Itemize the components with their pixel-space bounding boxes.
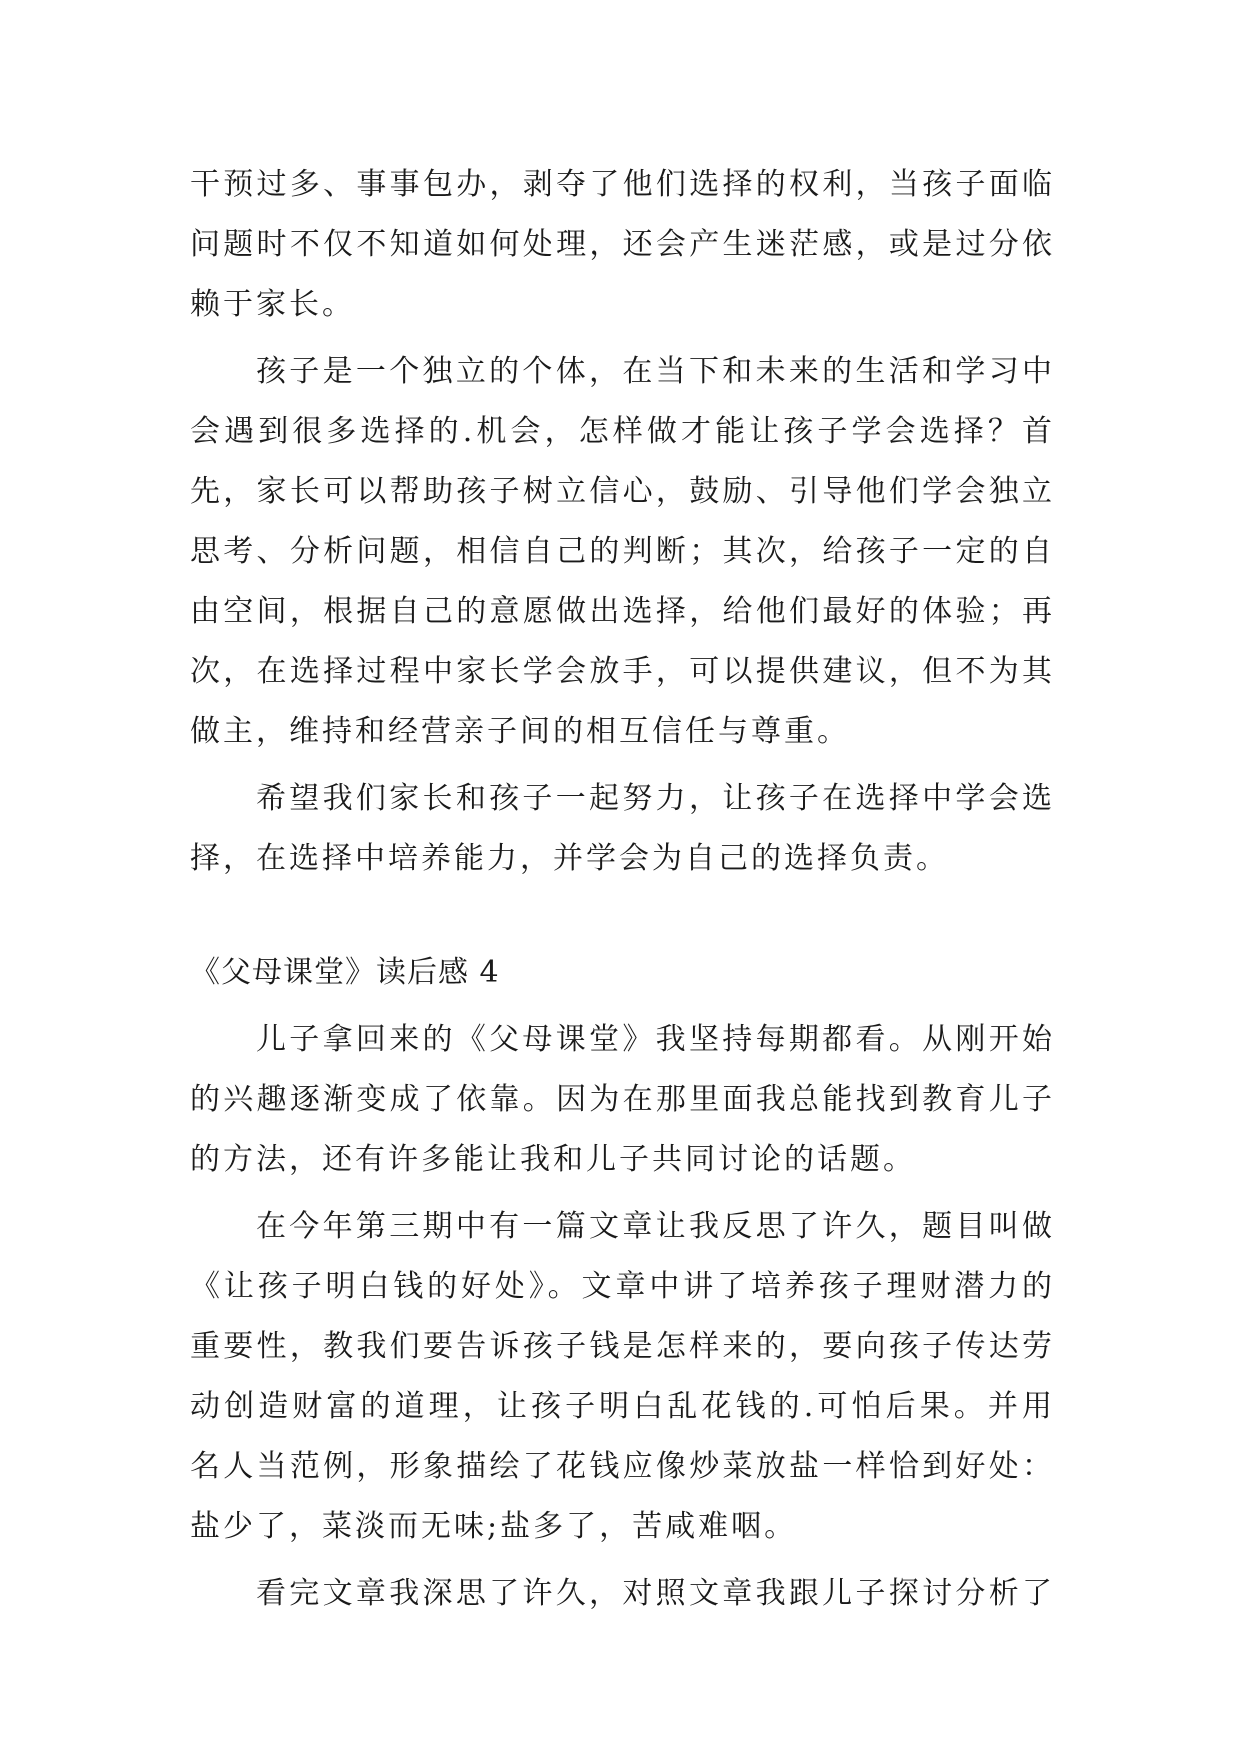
section-paragraph-2-line-6: 盐少了，菜淡而无味;盐多了，苦咸难咽。 <box>190 1509 798 1544</box>
paragraph-2-line-3: 先，家长可以帮助孩子树立信心，鼓励、引导他们学会独立 <box>190 474 1052 509</box>
paragraph-1-line-2: 问题时不仅不知道如何处理，还会产生迷茫感，或是过分依 <box>190 227 1052 262</box>
paragraph-2-line-4: 思考、分析问题，相信自己的判断；其次，给孩子一定的自 <box>190 534 1052 569</box>
paragraph-2-line-1: 孩子是一个独立的个体，在当下和未来的生活和学习中 <box>256 354 1052 389</box>
section-paragraph-2-line-3: 重要性，教我们要告诉孩子钱是怎样来的，要向孩子传达劳 <box>190 1329 1052 1364</box>
section-paragraph-3-line-1: 看完文章我深思了许久，对照文章我跟儿子探讨分析了 <box>256 1576 1052 1611</box>
section-title: 《父母课堂》读后感 4 <box>190 955 500 990</box>
section-paragraph-2-line-4: 动创造财富的道理，让孩子明白乱花钱的.可怕后果。并用 <box>190 1389 1052 1424</box>
section-paragraph-2-line-1: 在今年第三期中有一篇文章让我反思了许久，题目叫做 <box>256 1209 1052 1244</box>
paragraph-2-line-5: 由空间，根据自己的意愿做出选择，给他们最好的体验；再 <box>190 594 1052 629</box>
paragraph-1-line-1: 干预过多、事事包办，剥夺了他们选择的权利，当孩子面临 <box>190 167 1052 202</box>
paragraph-2-line-7: 做主，维持和经营亲子间的相互信任与尊重。 <box>190 714 850 749</box>
paragraph-3-line-1: 希望我们家长和孩子一起努力，让孩子在选择中学会选 <box>256 781 1052 816</box>
paragraph-2-line-6: 次，在选择过程中家长学会放手，可以提供建议，但不为其 <box>190 654 1052 689</box>
section-paragraph-1-line-2: 的兴趣逐渐变成了依靠。因为在那里面我总能找到教育儿子 <box>190 1082 1052 1117</box>
paragraph-1-line-3: 赖于家长。 <box>190 287 355 322</box>
paragraph-2-line-2: 会遇到很多选择的.机会，怎样做才能让孩子学会选择？首 <box>190 414 1052 449</box>
section-paragraph-2-line-2: 《让孩子明白钱的好处》。文章中讲了培养孩子理财潜力的 <box>190 1269 1052 1304</box>
paragraph-3-line-2: 择，在选择中培养能力，并学会为自己的选择负责。 <box>190 841 949 876</box>
section-paragraph-2-line-5: 名人当范例，形象描绘了花钱应像炒菜放盐一样恰到好处： <box>190 1449 1052 1484</box>
section-paragraph-1-line-1: 儿子拿回来的《父母课堂》我坚持每期都看。从刚开始 <box>256 1022 1052 1057</box>
section-paragraph-1-line-3: 的方法，还有许多能让我和儿子共同讨论的话题。 <box>190 1142 916 1177</box>
